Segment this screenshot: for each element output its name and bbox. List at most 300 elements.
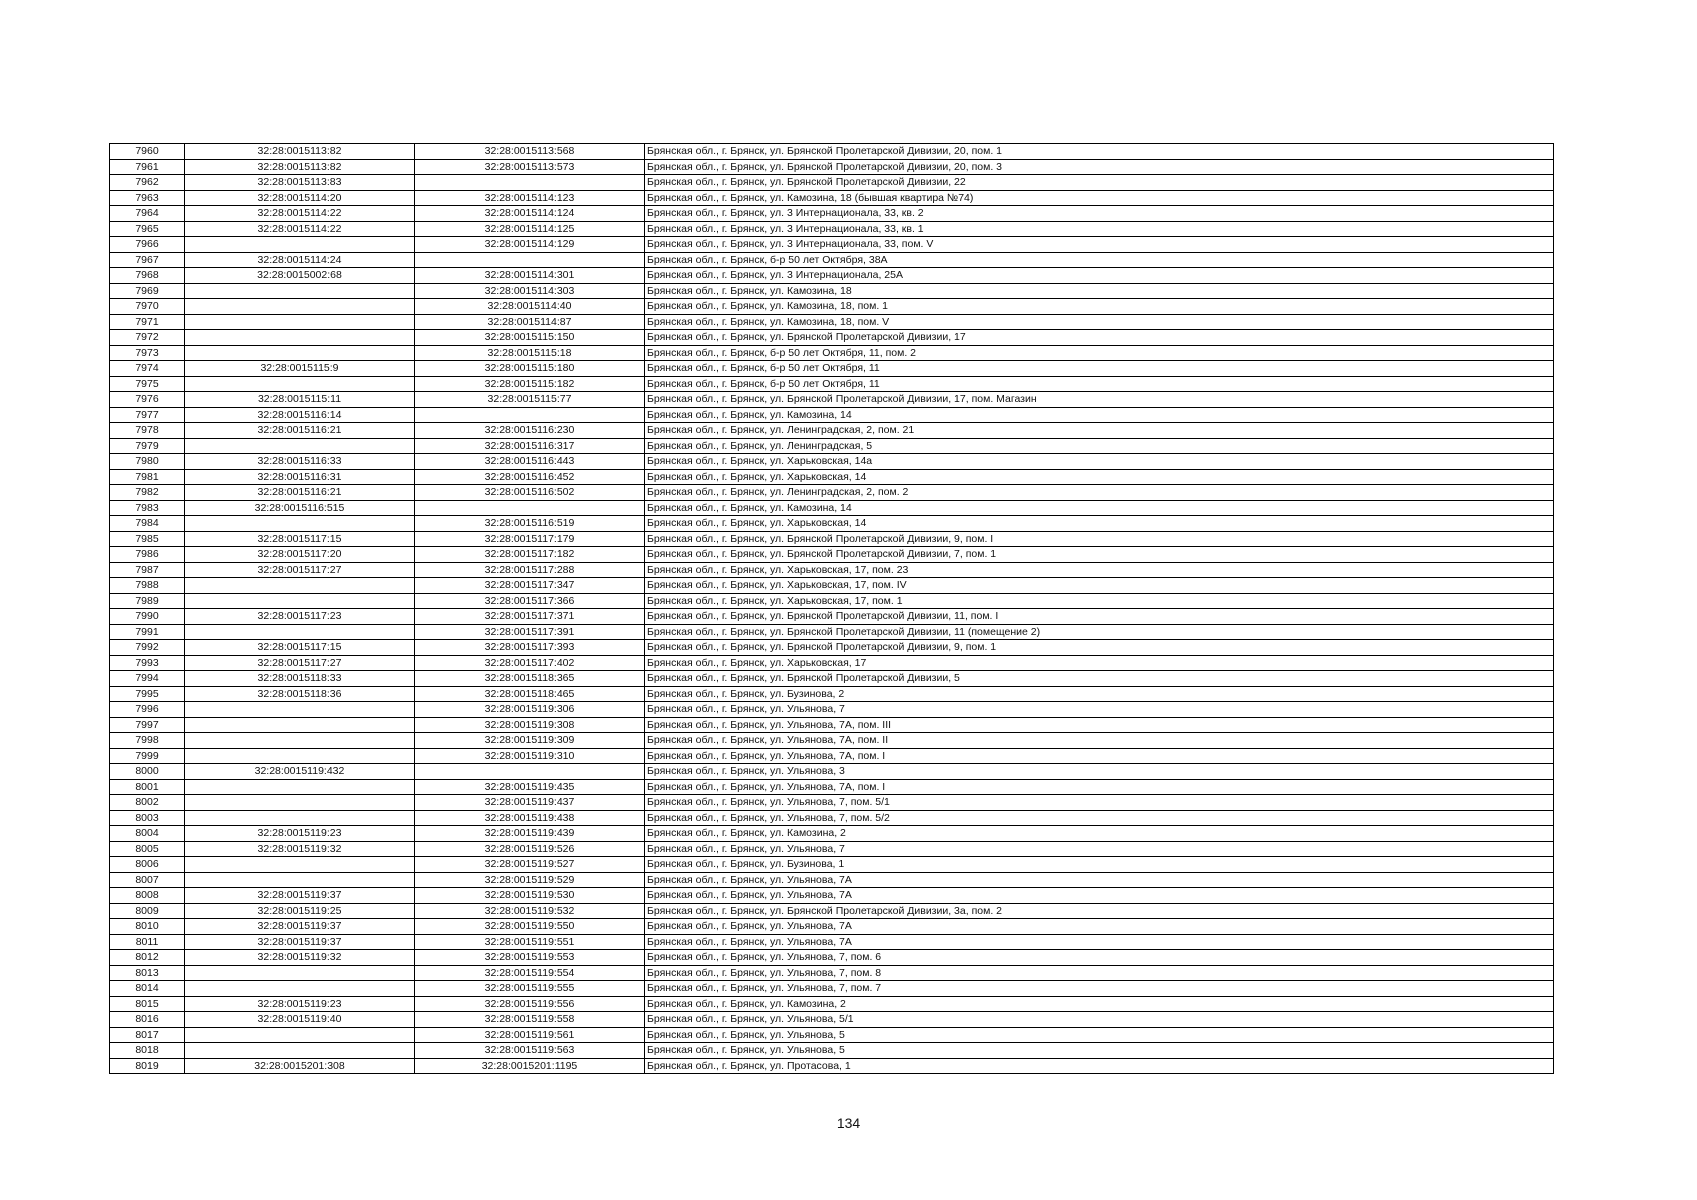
object-cadastral-number: 32:28:0015117:391 xyxy=(415,624,645,640)
object-cadastral-number: 32:28:0015119:308 xyxy=(415,717,645,733)
parcel-cadastral-number xyxy=(185,1043,415,1059)
table-row xyxy=(110,764,1554,780)
table-row xyxy=(110,407,1554,423)
table-row xyxy=(110,888,1554,904)
object-cadastral-number: 32:28:0015119:437 xyxy=(415,795,645,811)
row-number: 7997 xyxy=(110,717,185,733)
table-row xyxy=(110,438,1554,454)
registry-table xyxy=(109,143,1554,1074)
row-number: 7974 xyxy=(110,361,185,377)
row-number: 8006 xyxy=(110,857,185,873)
address-cell: Брянская обл., г. Брянск, ул. 3 Интернационала, 33, пом. V xyxy=(645,237,1554,253)
table-row xyxy=(110,981,1554,997)
address-cell: Брянская обл., г. Брянск, ул. Брянской Пролетарской Дивизии, 9, пом. I xyxy=(645,531,1554,547)
table-row xyxy=(110,175,1554,191)
table-row xyxy=(110,299,1554,315)
table-row xyxy=(110,547,1554,563)
object-cadastral-number xyxy=(415,252,645,268)
address-cell: Брянская обл., г. Брянск, ул. Брянской Пролетарской Дивизии, 17, пом. Магазин xyxy=(645,392,1554,408)
parcel-cadastral-number: 32:28:0015116:33 xyxy=(185,454,415,470)
address-cell: Брянская обл., г. Брянск, ул. Брянской Пролетарской Дивизии, 20, пом. 1 xyxy=(645,144,1554,160)
parcel-cadastral-number: 32:28:0015113:82 xyxy=(185,159,415,175)
table-row xyxy=(110,810,1554,826)
parcel-cadastral-number xyxy=(185,624,415,640)
row-number: 8019 xyxy=(110,1058,185,1074)
object-cadastral-number: 32:28:0015117:347 xyxy=(415,578,645,594)
parcel-cadastral-number: 32:28:0015115:9 xyxy=(185,361,415,377)
row-number: 8008 xyxy=(110,888,185,904)
address-cell: Брянская обл., г. Брянск, ул. Ульянова, 7А xyxy=(645,888,1554,904)
object-cadastral-number: 32:28:0015115:180 xyxy=(415,361,645,377)
address-cell: Брянская обл., г. Брянск, ул. 3 Интернационала, 33, кв. 1 xyxy=(645,221,1554,237)
object-cadastral-number: 32:28:0015116:519 xyxy=(415,516,645,532)
table-row xyxy=(110,1027,1554,1043)
object-cadastral-number: 32:28:0015116:317 xyxy=(415,438,645,454)
row-number: 7960 xyxy=(110,144,185,160)
object-cadastral-number: 32:28:0015117:371 xyxy=(415,609,645,625)
table-row xyxy=(110,190,1554,206)
address-cell: Брянская обл., г. Брянск, б-р 50 лет Октября, 11 xyxy=(645,361,1554,377)
object-cadastral-number: 32:28:0015116:452 xyxy=(415,469,645,485)
address-cell: Брянская обл., г. Брянск, ул. Харьковская, 14а xyxy=(645,454,1554,470)
row-number: 7983 xyxy=(110,500,185,516)
row-number: 8005 xyxy=(110,841,185,857)
object-cadastral-number: 32:28:0015119:551 xyxy=(415,934,645,950)
parcel-cadastral-number xyxy=(185,872,415,888)
parcel-cadastral-number xyxy=(185,857,415,873)
address-cell: Брянская обл., г. Брянск, ул. Ульянова, 3 xyxy=(645,764,1554,780)
parcel-cadastral-number: 32:28:0015119:23 xyxy=(185,996,415,1012)
parcel-cadastral-number xyxy=(185,1027,415,1043)
row-number: 7987 xyxy=(110,562,185,578)
parcel-cadastral-number xyxy=(185,795,415,811)
row-number: 7998 xyxy=(110,733,185,749)
address-cell: Брянская обл., г. Брянск, ул. 3 Интернационала, 25А xyxy=(645,268,1554,284)
address-cell: Брянская обл., г. Брянск, ул. Ульянова, 7А, пом. I xyxy=(645,748,1554,764)
object-cadastral-number: 32:28:0015114:129 xyxy=(415,237,645,253)
object-cadastral-number: 32:28:0015117:288 xyxy=(415,562,645,578)
table-row xyxy=(110,345,1554,361)
parcel-cadastral-number xyxy=(185,702,415,718)
table-row xyxy=(110,237,1554,253)
address-cell: Брянская обл., г. Брянск, ул. Камозина, 2 xyxy=(645,826,1554,842)
table-row xyxy=(110,144,1554,160)
object-cadastral-number: 32:28:0015115:77 xyxy=(415,392,645,408)
table-row xyxy=(110,593,1554,609)
row-number: 7965 xyxy=(110,221,185,237)
object-cadastral-number: 32:28:0015119:532 xyxy=(415,903,645,919)
row-number: 7964 xyxy=(110,206,185,222)
table-row xyxy=(110,1012,1554,1028)
table-row xyxy=(110,485,1554,501)
address-cell: Брянская обл., г. Брянск, ул. Харьковская, 17, пом. IV xyxy=(645,578,1554,594)
object-cadastral-number: 32:28:0015113:573 xyxy=(415,159,645,175)
parcel-cadastral-number: 32:28:0015116:21 xyxy=(185,485,415,501)
table-row xyxy=(110,965,1554,981)
parcel-cadastral-number xyxy=(185,965,415,981)
parcel-cadastral-number xyxy=(185,733,415,749)
table-row xyxy=(110,268,1554,284)
parcel-cadastral-number: 32:28:0015117:20 xyxy=(185,547,415,563)
parcel-cadastral-number: 32:28:0015116:21 xyxy=(185,423,415,439)
row-number: 8018 xyxy=(110,1043,185,1059)
table-row xyxy=(110,562,1554,578)
table-row xyxy=(110,624,1554,640)
row-number: 7999 xyxy=(110,748,185,764)
registry-table-body xyxy=(110,144,1554,1074)
parcel-cadastral-number xyxy=(185,314,415,330)
address-cell: Брянская обл., г. Брянск, ул. Камозина, 18, пом. 1 xyxy=(645,299,1554,315)
object-cadastral-number: 32:28:0015119:555 xyxy=(415,981,645,997)
address-cell: Брянская обл., г. Брянск, б-р 50 лет Октября, 11 xyxy=(645,376,1554,392)
parcel-cadastral-number: 32:28:0015118:33 xyxy=(185,671,415,687)
row-number: 7975 xyxy=(110,376,185,392)
object-cadastral-number: 32:28:0015116:443 xyxy=(415,454,645,470)
object-cadastral-number: 32:28:0015114:40 xyxy=(415,299,645,315)
parcel-cadastral-number: 32:28:0015002:68 xyxy=(185,268,415,284)
address-cell: Брянская обл., г. Брянск, ул. Ульянова, 7 xyxy=(645,841,1554,857)
table-row xyxy=(110,795,1554,811)
address-cell: Брянская обл., г. Брянск, ул. Брянской Пролетарской Дивизии, 11, пом. I xyxy=(645,609,1554,625)
table-row xyxy=(110,1043,1554,1059)
address-cell: Брянская обл., г. Брянск, ул. Ульянова, 7А, пом. II xyxy=(645,733,1554,749)
address-cell: Брянская обл., г. Брянск, ул. Ульянова, 5 xyxy=(645,1043,1554,1059)
object-cadastral-number: 32:28:0015119:306 xyxy=(415,702,645,718)
address-cell: Брянская обл., г. Брянск, ул. Ульянова, 7А, пом. I xyxy=(645,779,1554,795)
object-cadastral-number: 32:28:0015115:182 xyxy=(415,376,645,392)
table-row xyxy=(110,578,1554,594)
parcel-cadastral-number: 32:28:0015114:20 xyxy=(185,190,415,206)
address-cell: Брянская обл., г. Брянск, ул. Брянской Пролетарской Дивизии, 3а, пом. 2 xyxy=(645,903,1554,919)
table-row xyxy=(110,872,1554,888)
address-cell: Брянская обл., г. Брянск, ул. Ульянова, 5 xyxy=(645,1027,1554,1043)
address-cell: Брянская обл., г. Брянск, ул. Ленинградская, 2, пом. 21 xyxy=(645,423,1554,439)
parcel-cadastral-number xyxy=(185,810,415,826)
row-number: 7970 xyxy=(110,299,185,315)
row-number: 8012 xyxy=(110,950,185,966)
object-cadastral-number: 32:28:0015115:150 xyxy=(415,330,645,346)
address-cell: Брянская обл., г. Брянск, ул. Ульянова, 7 xyxy=(645,702,1554,718)
table-row xyxy=(110,640,1554,656)
row-number: 7966 xyxy=(110,237,185,253)
row-number: 7992 xyxy=(110,640,185,656)
address-cell: Брянская обл., г. Брянск, ул. Ленинградская, 2, пом. 2 xyxy=(645,485,1554,501)
object-cadastral-number: 32:28:0015114:303 xyxy=(415,283,645,299)
row-number: 7976 xyxy=(110,392,185,408)
address-cell: Брянская обл., г. Брянск, ул. Бузинова, 1 xyxy=(645,857,1554,873)
object-cadastral-number: 32:28:0015119:529 xyxy=(415,872,645,888)
table-row xyxy=(110,376,1554,392)
parcel-cadastral-number: 32:28:0015114:22 xyxy=(185,206,415,222)
table-row xyxy=(110,392,1554,408)
table-row xyxy=(110,361,1554,377)
address-cell: Брянская обл., г. Брянск, ул. Ульянова, 7, пом. 6 xyxy=(645,950,1554,966)
object-cadastral-number: 32:28:0015119:530 xyxy=(415,888,645,904)
table-row xyxy=(110,469,1554,485)
table-row xyxy=(110,609,1554,625)
address-cell: Брянская обл., г. Брянск, ул. Ленинградская, 5 xyxy=(645,438,1554,454)
object-cadastral-number: 32:28:0015119:438 xyxy=(415,810,645,826)
parcel-cadastral-number: 32:28:0015117:15 xyxy=(185,531,415,547)
row-number: 7973 xyxy=(110,345,185,361)
row-number: 7993 xyxy=(110,655,185,671)
table-row xyxy=(110,903,1554,919)
address-cell: Брянская обл., г. Брянск, ул. Харьковская, 17, пом. 23 xyxy=(645,562,1554,578)
address-cell: Брянская обл., г. Брянск, ул. Протасова, 1 xyxy=(645,1058,1554,1074)
object-cadastral-number: 32:28:0015119:558 xyxy=(415,1012,645,1028)
row-number: 8017 xyxy=(110,1027,185,1043)
object-cadastral-number xyxy=(415,407,645,423)
table-row xyxy=(110,1058,1554,1074)
object-cadastral-number: 32:28:0015118:365 xyxy=(415,671,645,687)
address-cell: Брянская обл., г. Брянск, ул. Ульянова, 7А, пом. III xyxy=(645,717,1554,733)
table-row xyxy=(110,423,1554,439)
object-cadastral-number: 32:28:0015114:124 xyxy=(415,206,645,222)
object-cadastral-number: 32:28:0015119:556 xyxy=(415,996,645,1012)
parcel-cadastral-number xyxy=(185,779,415,795)
object-cadastral-number: 32:28:0015119:550 xyxy=(415,919,645,935)
parcel-cadastral-number: 32:28:0015119:32 xyxy=(185,950,415,966)
row-number: 7972 xyxy=(110,330,185,346)
row-number: 7962 xyxy=(110,175,185,191)
address-cell: Брянская обл., г. Брянск, ул. Харьковская, 17 xyxy=(645,655,1554,671)
address-cell: Брянская обл., г. Брянск, ул. 3 Интернационала, 33, кв. 2 xyxy=(645,206,1554,222)
row-number: 7977 xyxy=(110,407,185,423)
object-cadastral-number: 32:28:0015119:563 xyxy=(415,1043,645,1059)
address-cell: Брянская обл., г. Брянск, ул. Камозина, 14 xyxy=(645,500,1554,516)
row-number: 8007 xyxy=(110,872,185,888)
row-number: 7985 xyxy=(110,531,185,547)
address-cell: Брянская обл., г. Брянск, ул. Харьковская, 14 xyxy=(645,516,1554,532)
address-cell: Брянская обл., г. Брянск, ул. Харьковская, 14 xyxy=(645,469,1554,485)
parcel-cadastral-number xyxy=(185,299,415,315)
parcel-cadastral-number: 32:28:0015114:24 xyxy=(185,252,415,268)
parcel-cadastral-number xyxy=(185,237,415,253)
parcel-cadastral-number: 32:28:0015114:22 xyxy=(185,221,415,237)
object-cadastral-number: 32:28:0015117:366 xyxy=(415,593,645,609)
row-number: 7963 xyxy=(110,190,185,206)
parcel-cadastral-number xyxy=(185,981,415,997)
parcel-cadastral-number: 32:28:0015119:432 xyxy=(185,764,415,780)
row-number: 8015 xyxy=(110,996,185,1012)
parcel-cadastral-number xyxy=(185,345,415,361)
address-cell: Брянская обл., г. Брянск, ул. Камозина, 14 xyxy=(645,407,1554,423)
parcel-cadastral-number: 32:28:0015116:14 xyxy=(185,407,415,423)
parcel-cadastral-number xyxy=(185,438,415,454)
address-cell: Брянская обл., г. Брянск, ул. Камозина, 18 xyxy=(645,283,1554,299)
row-number: 8013 xyxy=(110,965,185,981)
object-cadastral-number: 32:28:0015115:18 xyxy=(415,345,645,361)
table-row xyxy=(110,996,1554,1012)
parcel-cadastral-number: 32:28:0015119:40 xyxy=(185,1012,415,1028)
table-row xyxy=(110,671,1554,687)
address-cell: Брянская обл., г. Брянск, б-р 50 лет Октября, 38А xyxy=(645,252,1554,268)
table-row xyxy=(110,686,1554,702)
row-number: 7981 xyxy=(110,469,185,485)
object-cadastral-number: 32:28:0015114:87 xyxy=(415,314,645,330)
object-cadastral-number: 32:28:0015114:125 xyxy=(415,221,645,237)
page-number: 134 xyxy=(836,1115,861,1131)
address-cell: Брянская обл., г. Брянск, ул. Брянской Пролетарской Дивизии, 11 (помещение 2) xyxy=(645,624,1554,640)
table-row xyxy=(110,841,1554,857)
table-row xyxy=(110,159,1554,175)
table-row xyxy=(110,857,1554,873)
parcel-cadastral-number: 32:28:0015113:83 xyxy=(185,175,415,191)
row-number: 8011 xyxy=(110,934,185,950)
object-cadastral-number xyxy=(415,764,645,780)
table-row xyxy=(110,950,1554,966)
address-cell: Брянская обл., г. Брянск, ул. Ульянова, 7А xyxy=(645,919,1554,935)
parcel-cadastral-number: 32:28:0015119:37 xyxy=(185,934,415,950)
table-row xyxy=(110,934,1554,950)
row-number: 7980 xyxy=(110,454,185,470)
table-row xyxy=(110,454,1554,470)
table-row xyxy=(110,314,1554,330)
table-row xyxy=(110,330,1554,346)
object-cadastral-number: 32:28:0015113:568 xyxy=(415,144,645,160)
table-row xyxy=(110,252,1554,268)
object-cadastral-number: 32:28:0015119:435 xyxy=(415,779,645,795)
row-number: 8003 xyxy=(110,810,185,826)
table-row xyxy=(110,717,1554,733)
address-cell: Брянская обл., г. Брянск, б-р 50 лет Октября, 11, пом. 2 xyxy=(645,345,1554,361)
table-row xyxy=(110,748,1554,764)
address-cell: Брянская обл., г. Брянск, ул. Ульянова, 7А xyxy=(645,872,1554,888)
address-cell: Брянская обл., г. Брянск, ул. Бузинова, 2 xyxy=(645,686,1554,702)
parcel-cadastral-number: 32:28:0015201:308 xyxy=(185,1058,415,1074)
row-number: 7994 xyxy=(110,671,185,687)
parcel-cadastral-number xyxy=(185,376,415,392)
row-number: 7979 xyxy=(110,438,185,454)
row-number: 7971 xyxy=(110,314,185,330)
row-number: 7990 xyxy=(110,609,185,625)
parcel-cadastral-number: 32:28:0015117:27 xyxy=(185,655,415,671)
address-cell: Брянская обл., г. Брянск, ул. Харьковская, 17, пом. 1 xyxy=(645,593,1554,609)
address-cell: Брянская обл., г. Брянск, ул. Ульянова, 7А xyxy=(645,934,1554,950)
row-number: 7961 xyxy=(110,159,185,175)
address-cell: Брянская обл., г. Брянск, ул. Брянской Пролетарской Дивизии, 20, пом. 3 xyxy=(645,159,1554,175)
parcel-cadastral-number xyxy=(185,330,415,346)
table-row xyxy=(110,779,1554,795)
object-cadastral-number: 32:28:0015119:554 xyxy=(415,965,645,981)
address-cell: Брянская обл., г. Брянск, ул. Ульянова, 7, пом. 7 xyxy=(645,981,1554,997)
table-row xyxy=(110,826,1554,842)
address-cell: Брянская обл., г. Брянск, ул. Ульянова, 7, пом. 8 xyxy=(645,965,1554,981)
parcel-cadastral-number xyxy=(185,717,415,733)
row-number: 7988 xyxy=(110,578,185,594)
parcel-cadastral-number xyxy=(185,748,415,764)
address-cell: Брянская обл., г. Брянск, ул. Ульянова, 7, пом. 5/1 xyxy=(645,795,1554,811)
object-cadastral-number: 32:28:0015117:402 xyxy=(415,655,645,671)
table-row xyxy=(110,283,1554,299)
row-number: 7978 xyxy=(110,423,185,439)
object-cadastral-number: 32:28:0015114:123 xyxy=(415,190,645,206)
row-number: 8004 xyxy=(110,826,185,842)
parcel-cadastral-number xyxy=(185,283,415,299)
parcel-cadastral-number xyxy=(185,593,415,609)
table-row xyxy=(110,655,1554,671)
address-cell: Брянская обл., г. Брянск, ул. Ульянова, 5/1 xyxy=(645,1012,1554,1028)
table-row xyxy=(110,500,1554,516)
row-number: 8002 xyxy=(110,795,185,811)
row-number: 7968 xyxy=(110,268,185,284)
address-cell: Брянская обл., г. Брянск, ул. Брянской Пролетарской Дивизии, 17 xyxy=(645,330,1554,346)
parcel-cadastral-number: 32:28:0015117:15 xyxy=(185,640,415,656)
object-cadastral-number: 32:28:0015116:502 xyxy=(415,485,645,501)
table-row xyxy=(110,516,1554,532)
parcel-cadastral-number: 32:28:0015115:11 xyxy=(185,392,415,408)
table-row xyxy=(110,206,1554,222)
row-number: 7982 xyxy=(110,485,185,501)
row-number: 7996 xyxy=(110,702,185,718)
parcel-cadastral-number: 32:28:0015119:25 xyxy=(185,903,415,919)
parcel-cadastral-number: 32:28:0015113:82 xyxy=(185,144,415,160)
row-number: 7995 xyxy=(110,686,185,702)
row-number: 8009 xyxy=(110,903,185,919)
row-number: 8014 xyxy=(110,981,185,997)
table-row xyxy=(110,919,1554,935)
row-number: 8016 xyxy=(110,1012,185,1028)
object-cadastral-number: 32:28:0015119:439 xyxy=(415,826,645,842)
address-cell: Брянская обл., г. Брянск, ул. Ульянова, 7, пом. 5/2 xyxy=(645,810,1554,826)
object-cadastral-number xyxy=(415,175,645,191)
object-cadastral-number xyxy=(415,500,645,516)
object-cadastral-number: 32:28:0015119:309 xyxy=(415,733,645,749)
address-cell: Брянская обл., г. Брянск, ул. Камозина, 18, пом. V xyxy=(645,314,1554,330)
row-number: 7967 xyxy=(110,252,185,268)
object-cadastral-number: 32:28:0015201:1195 xyxy=(415,1058,645,1074)
object-cadastral-number: 32:28:0015116:230 xyxy=(415,423,645,439)
object-cadastral-number: 32:28:0015119:553 xyxy=(415,950,645,966)
address-cell: Брянская обл., г. Брянск, ул. Камозина, 2 xyxy=(645,996,1554,1012)
address-cell: Брянская обл., г. Брянск, ул. Брянской Пролетарской Дивизии, 7, пом. 1 xyxy=(645,547,1554,563)
address-cell: Брянская обл., г. Брянск, ул. Брянской Пролетарской Дивизии, 5 xyxy=(645,671,1554,687)
object-cadastral-number: 32:28:0015117:393 xyxy=(415,640,645,656)
row-number: 7969 xyxy=(110,283,185,299)
address-cell: Брянская обл., г. Брянск, ул. Камозина, 18 (бывшая квартира №74) xyxy=(645,190,1554,206)
table-row xyxy=(110,221,1554,237)
row-number: 8010 xyxy=(110,919,185,935)
object-cadastral-number: 32:28:0015119:561 xyxy=(415,1027,645,1043)
parcel-cadastral-number: 32:28:0015116:515 xyxy=(185,500,415,516)
row-number: 8001 xyxy=(110,779,185,795)
parcel-cadastral-number: 32:28:0015119:37 xyxy=(185,919,415,935)
parcel-cadastral-number: 32:28:0015119:37 xyxy=(185,888,415,904)
table-row xyxy=(110,702,1554,718)
object-cadastral-number: 32:28:0015114:301 xyxy=(415,268,645,284)
row-number: 7984 xyxy=(110,516,185,532)
object-cadastral-number: 32:28:0015118:465 xyxy=(415,686,645,702)
object-cadastral-number: 32:28:0015119:526 xyxy=(415,841,645,857)
parcel-cadastral-number: 32:28:0015117:23 xyxy=(185,609,415,625)
object-cadastral-number: 32:28:0015117:179 xyxy=(415,531,645,547)
row-number: 7991 xyxy=(110,624,185,640)
row-number: 7989 xyxy=(110,593,185,609)
row-number: 8000 xyxy=(110,764,185,780)
table-row xyxy=(110,733,1554,749)
object-cadastral-number: 32:28:0015117:182 xyxy=(415,547,645,563)
parcel-cadastral-number: 32:28:0015117:27 xyxy=(185,562,415,578)
address-cell: Брянская обл., г. Брянск, ул. Брянской Пролетарской Дивизии, 9, пом. 1 xyxy=(645,640,1554,656)
parcel-cadastral-number: 32:28:0015118:36 xyxy=(185,686,415,702)
parcel-cadastral-number xyxy=(185,578,415,594)
parcel-cadastral-number: 32:28:0015119:32 xyxy=(185,841,415,857)
table-row xyxy=(110,531,1554,547)
parcel-cadastral-number xyxy=(185,516,415,532)
parcel-cadastral-number: 32:28:0015119:23 xyxy=(185,826,415,842)
object-cadastral-number: 32:28:0015119:310 xyxy=(415,748,645,764)
object-cadastral-number: 32:28:0015119:527 xyxy=(415,857,645,873)
